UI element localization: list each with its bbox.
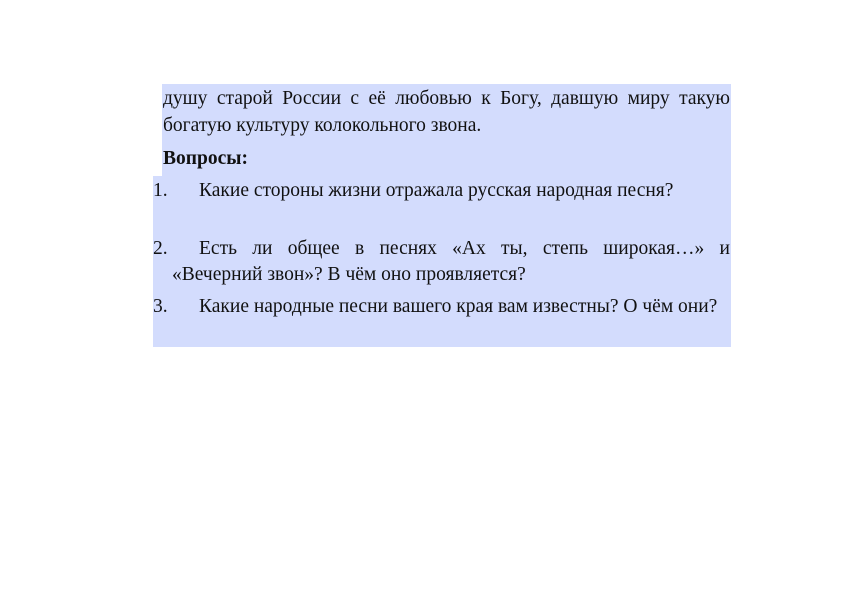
question-text: Есть ли общее в песнях «Ах ты, степь широкая…» и «Вечерний звон»? В чём оно проявляется? — [172, 238, 730, 285]
question-text: Какие народные песни вашего края вам известны? О чём они? — [199, 296, 718, 317]
question-number: 2. — [153, 238, 168, 259]
intro-paragraph: душу старой России с её любовью к Богу, давшую миру такую богатую культуру колокольного звона. — [163, 88, 730, 136]
question-item — [153, 178, 730, 204]
question-number: 1. — [153, 180, 168, 201]
questions-heading: Вопросы: — [163, 148, 248, 169]
question-number: 3. — [153, 296, 168, 317]
question-item — [153, 236, 730, 288]
question-item — [153, 294, 730, 320]
question-text: Какие стороны жизни отражала русская народная песня? — [199, 180, 674, 201]
